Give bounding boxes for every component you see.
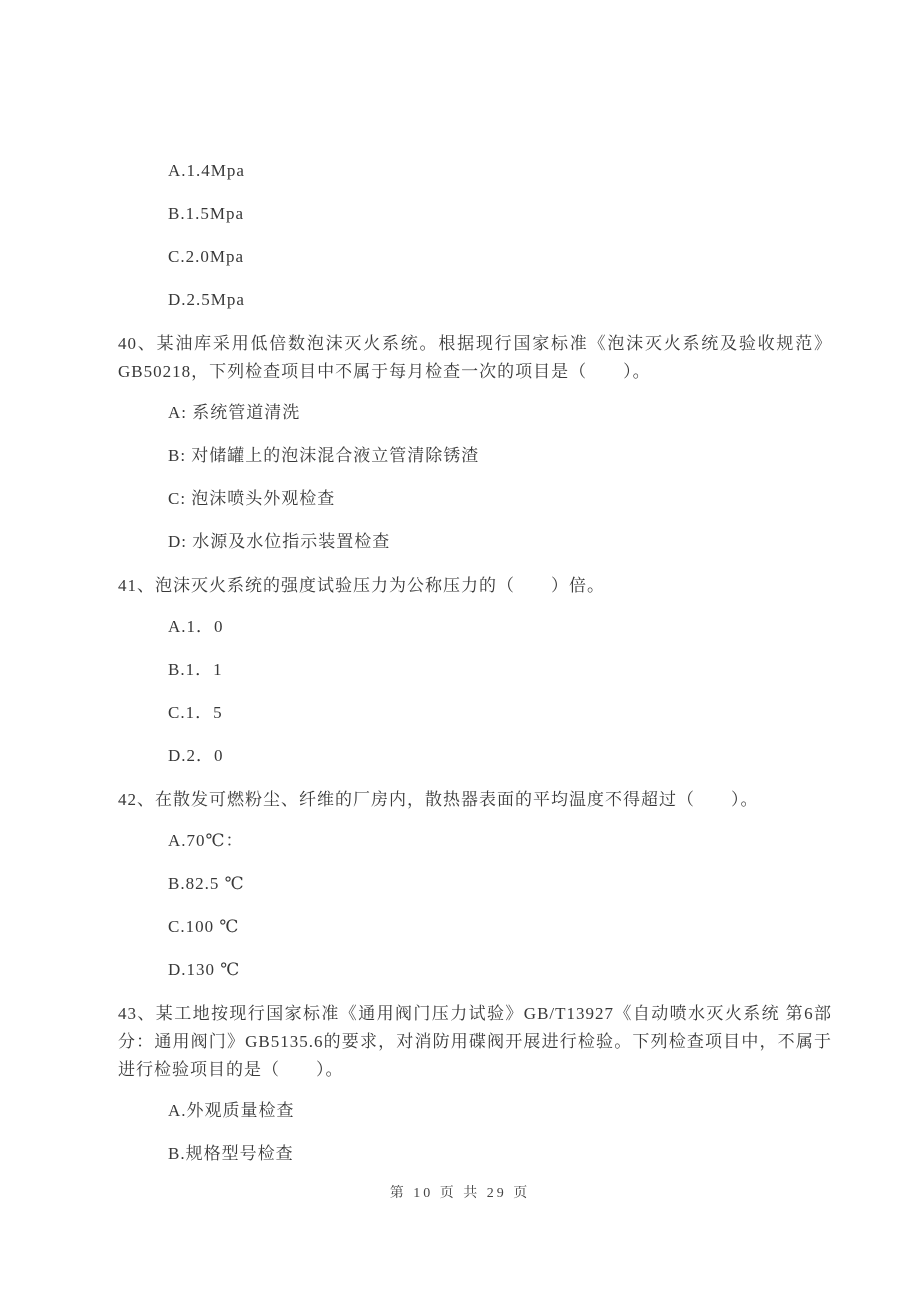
question-40-option-c: C: 泡沫喷头外观检查	[168, 489, 336, 508]
question-43-option-a: A.外观质量检查	[168, 1101, 295, 1120]
question-40-option-d: D: 水源及水位指示装置检查	[168, 532, 391, 551]
question-41-text: 41、泡沫灭火系统的强度试验压力为公称压力的（ ）倍。	[118, 576, 605, 595]
question-40	[118, 330, 832, 550]
question-43-text: 43、某工地按现行国家标准《通用阀门压力试验》GB/T13927《自动喷水灭火系统 第6部分：通用阀门》GB5135.6的要求，对消防用碟阀开展进行检验。下列检查项目中，不属于进行检验项目的是（ ）。	[118, 1004, 832, 1079]
question-40-option-a: A: 系统管道清洗	[168, 403, 301, 422]
carryover-option-a: A.1.4Mpa	[168, 161, 245, 180]
question-40-text: 40、某油库采用低倍数泡沫灭火系统。根据现行国家标准《泡沫灭火系统及验收规范》GB50218，下列检查项目中不属于每月检查一次的项目是（ ）。	[118, 334, 832, 381]
page-content	[118, 0, 832, 1162]
carryover-option-d: D.2.5Mpa	[168, 290, 245, 309]
question-43	[118, 1000, 832, 1162]
question-41-option-b: B.1．1	[168, 660, 223, 679]
question-41	[118, 572, 832, 764]
page-footer: 第 10 页 共 29 页	[389, 1186, 531, 1201]
carryover-options-block	[118, 162, 832, 308]
question-42	[118, 786, 832, 978]
question-42-option-d: D.130 ℃	[168, 960, 241, 979]
question-42-option-b: B.82.5 ℃	[168, 874, 245, 893]
question-42-text: 42、在散发可燃粉尘、纤维的厂房内，散热器表面的平均温度不得超过（ ）。	[118, 790, 759, 809]
question-42-option-c: C.100 ℃	[168, 917, 240, 936]
question-41-option-a: A.1．0	[168, 617, 224, 636]
question-41-option-d: D.2．0	[168, 746, 224, 765]
question-40-option-b: B: 对储罐上的泡沫混合液立管清除锈渣	[168, 446, 480, 465]
question-42-option-a: A.70℃：	[168, 831, 244, 850]
carryover-option-b: B.1.5Mpa	[168, 204, 244, 223]
question-43-option-b: B.规格型号检查	[168, 1144, 294, 1163]
question-41-option-c: C.1．5	[168, 703, 223, 722]
carryover-option-c: C.2.0Mpa	[168, 247, 244, 266]
